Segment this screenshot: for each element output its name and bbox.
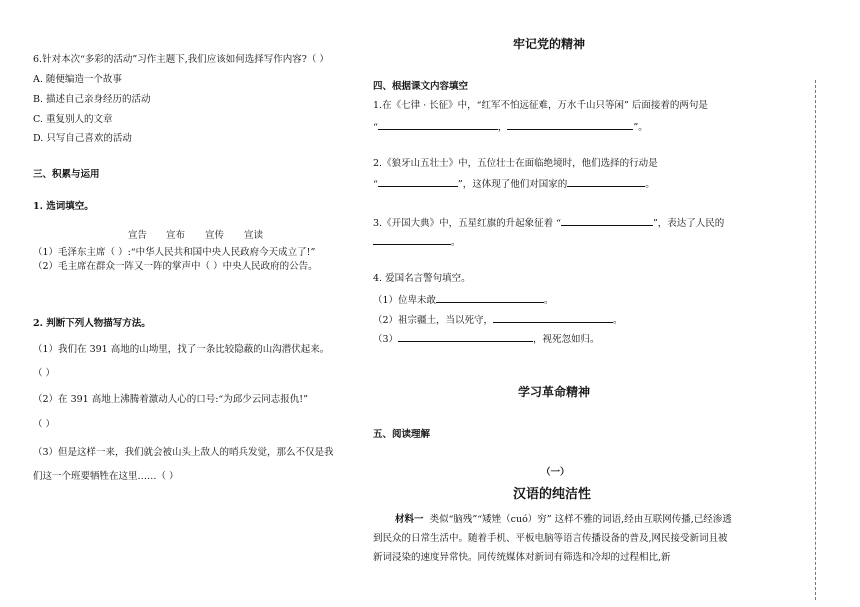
answer-blank[interactable] (378, 119, 498, 130)
r-q3-line-1 (373, 215, 724, 230)
q6-option-c: C. 重复别人的文章 (33, 114, 113, 125)
answer-blank[interactable] (436, 292, 544, 303)
r-q1-line-2 (373, 119, 648, 134)
period: 。 (645, 179, 655, 190)
r-q2-line-2 (373, 176, 655, 191)
answer-blank[interactable] (561, 215, 653, 226)
q2-item-3-line-1: （3）但是这样一来，我们就会被山头上敌人的哨兵发觉，那么不仅是我 (33, 447, 334, 458)
material-1-paragraph (373, 510, 733, 567)
text: 3.《开国大典》中，五星红旗的升起象征着 “ (373, 218, 561, 229)
q2-item-3-line-2: 们这一个班要牺牲在这里……（ ） (33, 471, 179, 482)
section-heading-1: 牢记党的精神 (513, 37, 586, 51)
q6-option-d: D. 只写自己喜欢的活动 (33, 133, 132, 144)
r-q3-line-2 (373, 234, 461, 249)
q1-line-1: （1）毛泽东主席（ ）:“中华人民共和国中央人民政府今天成立了!” (33, 247, 316, 258)
answer-blank[interactable] (567, 176, 645, 187)
quote-close: ”。 (633, 122, 648, 133)
q2-item-2-answer[interactable]: （ ） (33, 419, 56, 430)
quote-open: “ (373, 122, 378, 133)
binding-margin-line (815, 80, 816, 600)
answer-blank[interactable] (378, 176, 458, 187)
q6-question: 6.针对本次“多彩的活动”习作主题下,我们应该如何选择写作内容?（ ） (33, 54, 329, 65)
word-option: 宣传 (205, 230, 225, 241)
q1-title: 1. 选词填空。 (33, 201, 94, 212)
r-q4-3 (373, 331, 600, 346)
period: 。 (451, 237, 461, 248)
answer-blank[interactable] (373, 234, 451, 245)
material-label: 材料一 (395, 514, 424, 525)
text: （1）位卑未敢 (373, 295, 437, 306)
text: （2）祖宗疆土，当以死守， (373, 315, 494, 326)
q2-item-1: （1）我们在 391 高地的山坳里，找了一条比较隐蔽的山沟潜伏起来。 (33, 344, 330, 355)
section-heading-2: 学习革命精神 (518, 385, 591, 399)
reading-subsection-number: （一） (541, 467, 570, 478)
word-option: 宣读 (244, 230, 264, 241)
q1-line-2: （2）毛主席在群众一阵又一阵的掌声中（ ）中央人民政府的公告。 (33, 261, 318, 272)
section-3-title: 三、积累与运用 (33, 169, 100, 180)
r-q4-1 (373, 292, 554, 307)
text: ，视死忽如归。 (533, 334, 600, 345)
q2-item-2: （2）在 391 高地上沸腾着激动人心的口号:“为邱少云同志报仇!” (33, 394, 308, 405)
comma: ， (497, 122, 508, 133)
q6-option-b: B. 描述自己亲身经历的活动 (33, 94, 151, 105)
word-option: 宣告 (128, 230, 148, 241)
text: ”，这体现了他们对国家的 (457, 179, 568, 190)
r-q4-2 (373, 312, 623, 327)
text: ”，表达了人民的 (652, 218, 725, 229)
answer-blank[interactable] (398, 331, 533, 342)
section-5-title: 五、阅读理解 (373, 429, 431, 440)
answer-blank[interactable] (493, 312, 613, 323)
q2-title: 2. 判断下列人物描写方法。 (33, 318, 151, 329)
text: （3） (373, 334, 399, 345)
answer-blank[interactable] (507, 119, 633, 130)
period: 。 (613, 315, 623, 326)
r-q2-line-1: 2.《狼牙山五壮士》中，五位壮士在面临绝境时，他们选择的行动是 (373, 158, 658, 169)
reading-title: 汉语的纯洁性 (513, 487, 592, 502)
quote-open: “ (373, 179, 378, 190)
r-q1-line-1: 1.在《七律 · 长征》中，“红军不怕远征难，万水千山只等闲” 后面接着的两句是 (373, 100, 708, 111)
word-option: 宣布 (166, 230, 186, 241)
material-text: 类似“脑残”“矮矬（cuó）穷” 这样不雅的词语,经由互联网传播,已经渗透到民众的日常生活中。随着手机、平板电脑等语言传播设备的普及,网民接受新词且被新词浸染的速度异常快。同传统媒体对新词有筛选和冷却的过程相比,新 (373, 514, 732, 563)
period: 。 (544, 295, 554, 306)
q6-option-a: A. 随便编造一个故事 (33, 74, 122, 85)
r-q4-title: 4. 爱国名言警句填空。 (373, 273, 471, 284)
q2-item-1-answer[interactable]: （ ） (33, 368, 56, 379)
section-4-title: 四、根据课文内容填空 (373, 81, 469, 92)
